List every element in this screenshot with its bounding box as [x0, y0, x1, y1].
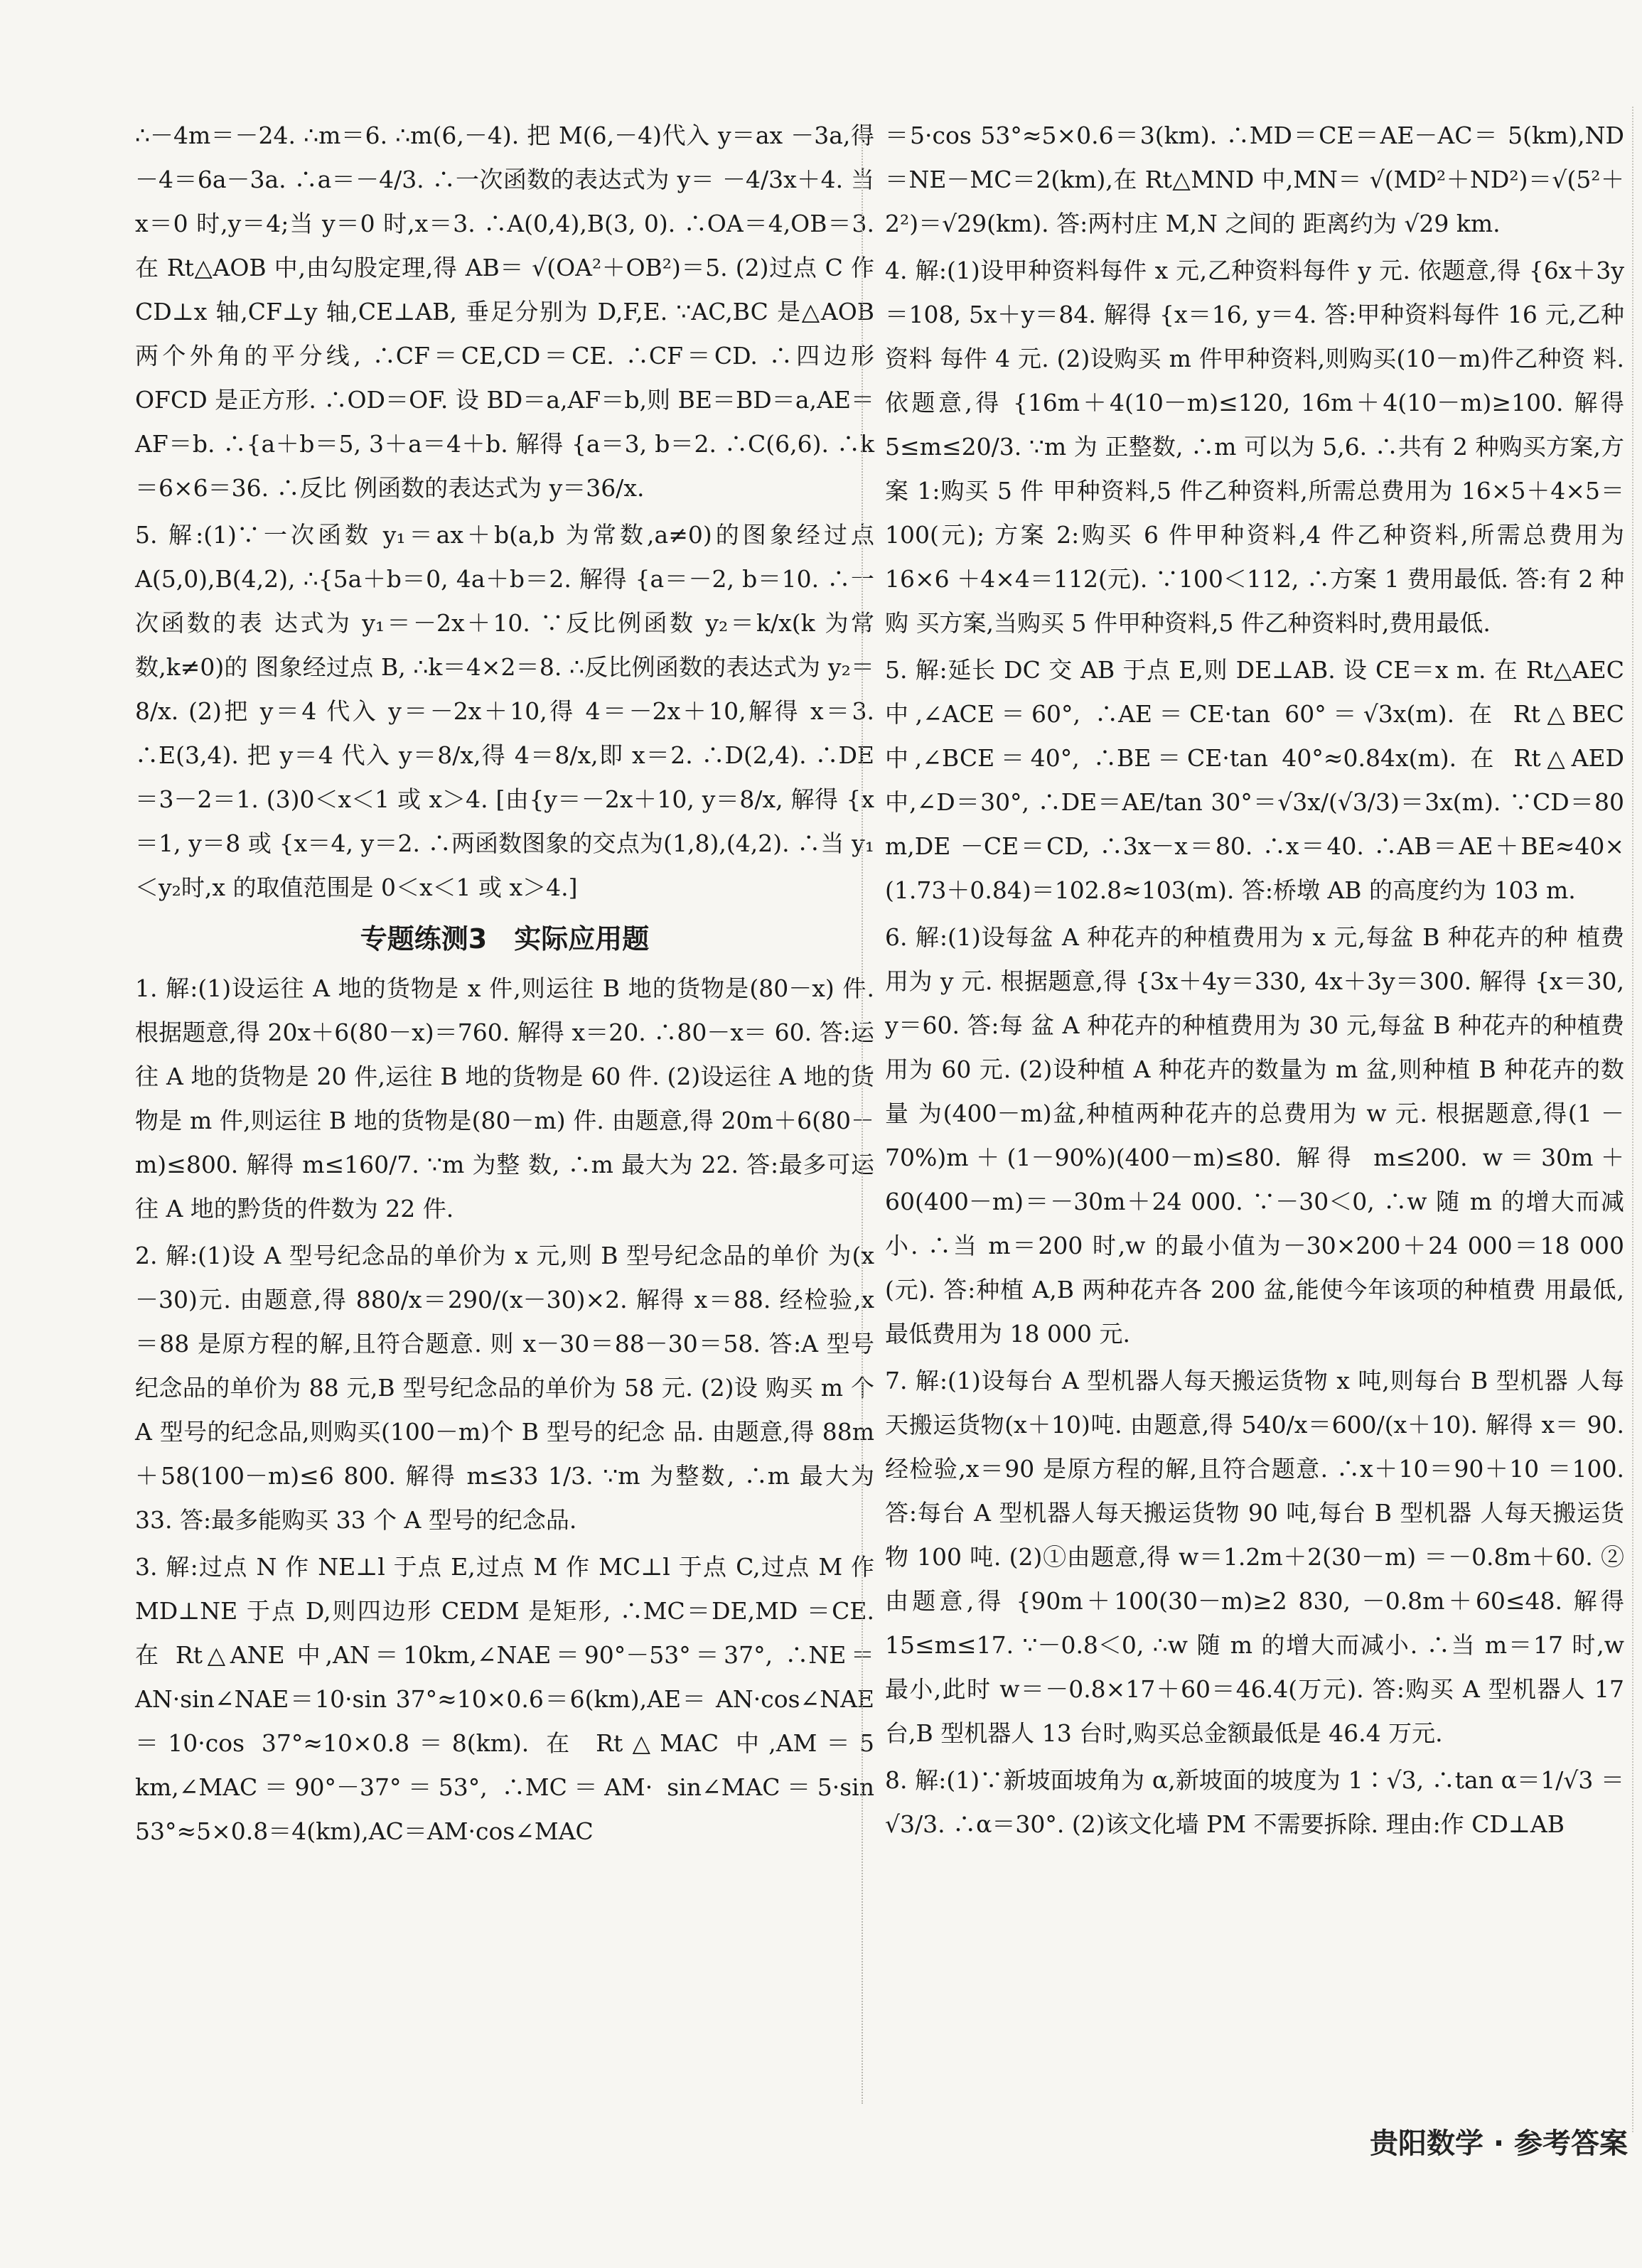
- page-edge: [1632, 107, 1633, 2132]
- answer-6: 6. 解:(1)设每盆 A 种花卉的种植费用为 x 元,每盆 B 种花卉的种 植费用为 y 元. 根据题意,得 {3x＋4y＝330, 4x＋3y＝300. 解得 {x＝30, y＝60. 答:每 盆 A 种花卉的种植费用为 30 元,每盆 B 种花卉的种植费用为 60 元. (2)设种植 A 种花卉的数量为 m 盆,则种植 B 种花卉的数量 为(400－m)盆,种植两种花卉的总费用为 w 元. 根据题意,得(1 －70%)m＋(1－90%)(400－m)≤80. 解得 m≤200. w＝30m＋ 60(400－m)＝－30m＋24 000. ∵－30＜0, ∴w 随 m 的增大而减 小. ∴当 m＝200 时,w 的最小值为－30×200＋24 000＝18 000 (元). 答:种植 A,B 两种花卉各 200 盆,能使今年该项的种植费 用最低,最低费用为 18 000 元.: [885, 923, 1624, 1348]
- answer-5: 5. 解:延长 DC 交 AB 于点 E,则 DE⊥AB. 设 CE＝x m. 在 Rt△AEC 中,∠ACE＝60°, ∴AE＝CE·tan 60°＝√3x(m). 在 Rt△BEC 中,∠BCE＝40°, ∴BE＝CE·tan 40°≈0.84x(m). 在 Rt△AED 中,∠D＝30°, ∴DE＝AE/tan 30°＝√3x/(√3/3)＝3x(m). ∵CD＝80 m,DE －CE＝CD, ∴3x－x＝80. ∴x＝40. ∴AB＝AE＋BE≈40× (1.73＋0.84)＝102.8≈103(m). 答:桥墩 AB 的高度约为 103 m.: [885, 656, 1624, 904]
- answer-4: 4. 解:(1)设甲种资料每件 x 元,乙种资料每件 y 元. 依题意,得 {6x＋3y＝108, 5x＋y＝84. 解得 {x＝16, y＝4. 答:甲种资料每件 16 元,乙种资料 每件 4 元. (2)设购买 m 件甲种资料,则购买(10－m)件乙种资 料. 依题意,得 {16m＋4(10－m)≤120, 16m＋4(10－m)≥100. 解得 5≤m≤20/3. ∵m 为 正整数, ∴m 可以为 5,6. ∴共有 2 种购买方案,方案 1:购买 5 件 甲种资料,5 件乙种资料,所需总费用为 16×5＋4×5＝100(元); 方案 2:购买 6 件甲种资料,4 件乙种资料,所需总费用为 16×6 ＋4×4＝112(元). ∵100＜112, ∴方案 1 费用最低. 答:有 2 种购 买方案,当购买 5 件甲种资料,5 件乙种资料时,费用最低.: [885, 257, 1624, 637]
- answer-2: 2. 解:(1)设 A 型号纪念品的单价为 x 元,则 B 型号纪念品的单价 为(x－30)元. 由题意,得 880/x＝290/(x－30)×2. 解得 x＝88. 经检验,x ＝88 是原方程的解,且符合题意. 则 x－30＝88－30＝58. 答:A 型号纪念品的单价为 88 元,B 型号纪念品的单价为 58 元. (2)设 购买 m 个 A 型号的纪念品,则购买(100－m)个 B 型号的纪念 品. 由题意,得 88m＋58(100－m)≤6 800. 解得 m≤33 1/3. ∵m 为整数, ∴m 最大为 33. 答:最多能购买 33 个 A 型号的纪念品.: [135, 1242, 874, 1534]
- answer-3: 3. 解:过点 N 作 NE⊥l 于点 E,过点 M 作 MC⊥l 于点 C,过点 M 作 MD⊥NE 于点 D,则四边形 CEDM 是矩形, ∴MC＝DE,MD ＝CE. 在 Rt△ANE 中,AN＝10km,∠NAE＝90°－53°＝37°, ∴NE＝AN·sin∠NAE＝10·sin 37°≈10×0.6＝6(km),AE＝ AN·cos∠NAE＝10·cos 37°≈10×0.8＝8(km). 在 Rt△MAC 中,AM＝5 km,∠MAC＝90°－37°＝53°, ∴MC＝AM· sin∠MAC＝5·sin 53°≈5×0.8＝4(km),AC＝AM·cos∠MAC: [135, 1553, 874, 1845]
- answer-8: 8. 解:(1)∵新坡面坡角为 α,新坡面的坡度为 1∶√3, ∴tan α＝1/√3 ＝√3/3. ∴α＝30°. (2)该文化墙 PM 不需要拆除. 理由:作 CD⊥AB: [885, 1766, 1624, 1838]
- answer-1: 1. 解:(1)设运往 A 地的货物是 x 件,则运往 B 地的货物是(80－x) 件. 根据题意,得 20x＋6(80－x)＝760. 解得 x＝20. ∴80－x＝ 60. 答:运往 A 地的货物是 20 件,运往 B 地的货物是 60 件. (2)设运往 A 地的货物是 m 件,则运往 B 地的货物是(80－m) 件. 由题意,得 20m＋6(80－m)≤800. 解得 m≤160/7. ∵m 为整 数, ∴m 最大为 22. 答:最多可运往 A 地的黔货的件数为 22 件.: [135, 974, 874, 1222]
- section-title: 专题练测3 实际应用题: [360, 923, 650, 955]
- answer-3-continued: ＝5·cos 53°≈5×0.6＝3(km). ∴MD＝CE＝AE－AC＝ 5(km),ND＝NE－MC＝2(km),在 Rt△MND 中,MN＝ √(MD²＋ND²)＝√(5²＋2²)＝√29(km). 答:两村庄 M,N 之间的 距离约为 √29 km.: [885, 122, 1624, 237]
- page-footer: 贵阳数学 · 参考答案: [1369, 2127, 1628, 2160]
- left-column: [135, 114, 874, 1856]
- column-divider: [862, 128, 863, 2104]
- continued-solution-4: ∴－4m＝－24. ∴m＝6. ∴m(6,－4). 把 M(6,－4)代入 y＝ax －3a,得－4＝6a－3a. ∴a＝－4/3. ∴一次函数的表达式为 y＝ －4/3x＋4. 当 x＝0 时,y＝4;当 y＝0 时,x＝3. ∴A(0,4),B(3, 0). ∴OA＝4,OB＝3. 在 Rt△AOB 中,由勾股定理,得 AB＝ √(OA²＋OB²)＝5. (2)过点 C 作 CD⊥x 轴,CF⊥y 轴,CE⊥AB, 垂足分别为 D,F,E. ∵AC,BC 是△AOB 两个外角的平分线, ∴CF＝CE,CD＝CE. ∴CF＝CD. ∴四边形 OFCD 是正方形. ∴OD＝OF. 设 BD＝a,AF＝b,则 BE＝BD＝a,AE＝AF＝b. ∴{a＋b＝5, 3＋a＝4＋b. 解得 {a＝3, b＝2. ∴C(6,6). ∴k＝6×6＝36. ∴反比 例函数的表达式为 y＝36/x.: [135, 122, 874, 502]
- solution-5: 5. 解:(1)∵一次函数 y₁＝ax＋b(a,b 为常数,a≠0)的图象经过点 A(5,0),B(4,2), ∴{5a＋b＝0, 4a＋b＝2. 解得 {a＝－2, b＝10. ∴一次函数的表 达式为 y₁＝－2x＋10. ∵反比例函数 y₂＝k/x(k 为常数,k≠0)的 图象经过点 B, ∴k＝4×2＝8. ∴反比例函数的表达式为 y₂＝ 8/x. (2)把 y＝4 代入 y＝－2x＋10,得 4＝－2x＋10,解得 x＝3. ∴E(3,4). 把 y＝4 代入 y＝8/x,得 4＝8/x,即 x＝2. ∴D(2,4). ∴DE＝3－2＝1. (3)0＜x＜1 或 x＞4. [由{y＝－2x＋10, y＝8/x, 解得 {x＝1, y＝8 或 {x＝4, y＝2. ∴两函数图象的交点为(1,8),(4,2). ∴当 y₁ ＜y₂时,x 的取值范围是 0＜x＜1 或 x＞4.]: [135, 521, 874, 901]
- right-column: [885, 114, 1624, 1849]
- answer-7: 7. 解:(1)设每台 A 型机器人每天搬运货物 x 吨,则每台 B 型机器 人每天搬运货物(x＋10)吨. 由题意,得 540/x＝600/(x＋10). 解得 x＝ 90. 经检验,x＝90 是原方程的解,且符合题意. ∴x＋10＝90＋10 ＝100. 答:每台 A 型机器人每天搬运货物 90 吨,每台 B 型机器 人每天搬运货物 100 吨. (2)①由题意,得 w＝1.2m＋2(30－m) ＝－0.8m＋60. ②由题意,得 {90m＋100(30－m)≥2 830, －0.8m＋60≤48. 解得 15≤m≤17. ∵－0.8＜0, ∴w 随 m 的增大而减小. ∴当 m＝17 时,w 最小,此时 w＝－0.8×17＋60＝46.4(万元). 答:购买 A 型机器人 17 台,B 型机器人 13 台时,购买总金额最低是 46.4 万元.: [885, 1367, 1624, 1747]
